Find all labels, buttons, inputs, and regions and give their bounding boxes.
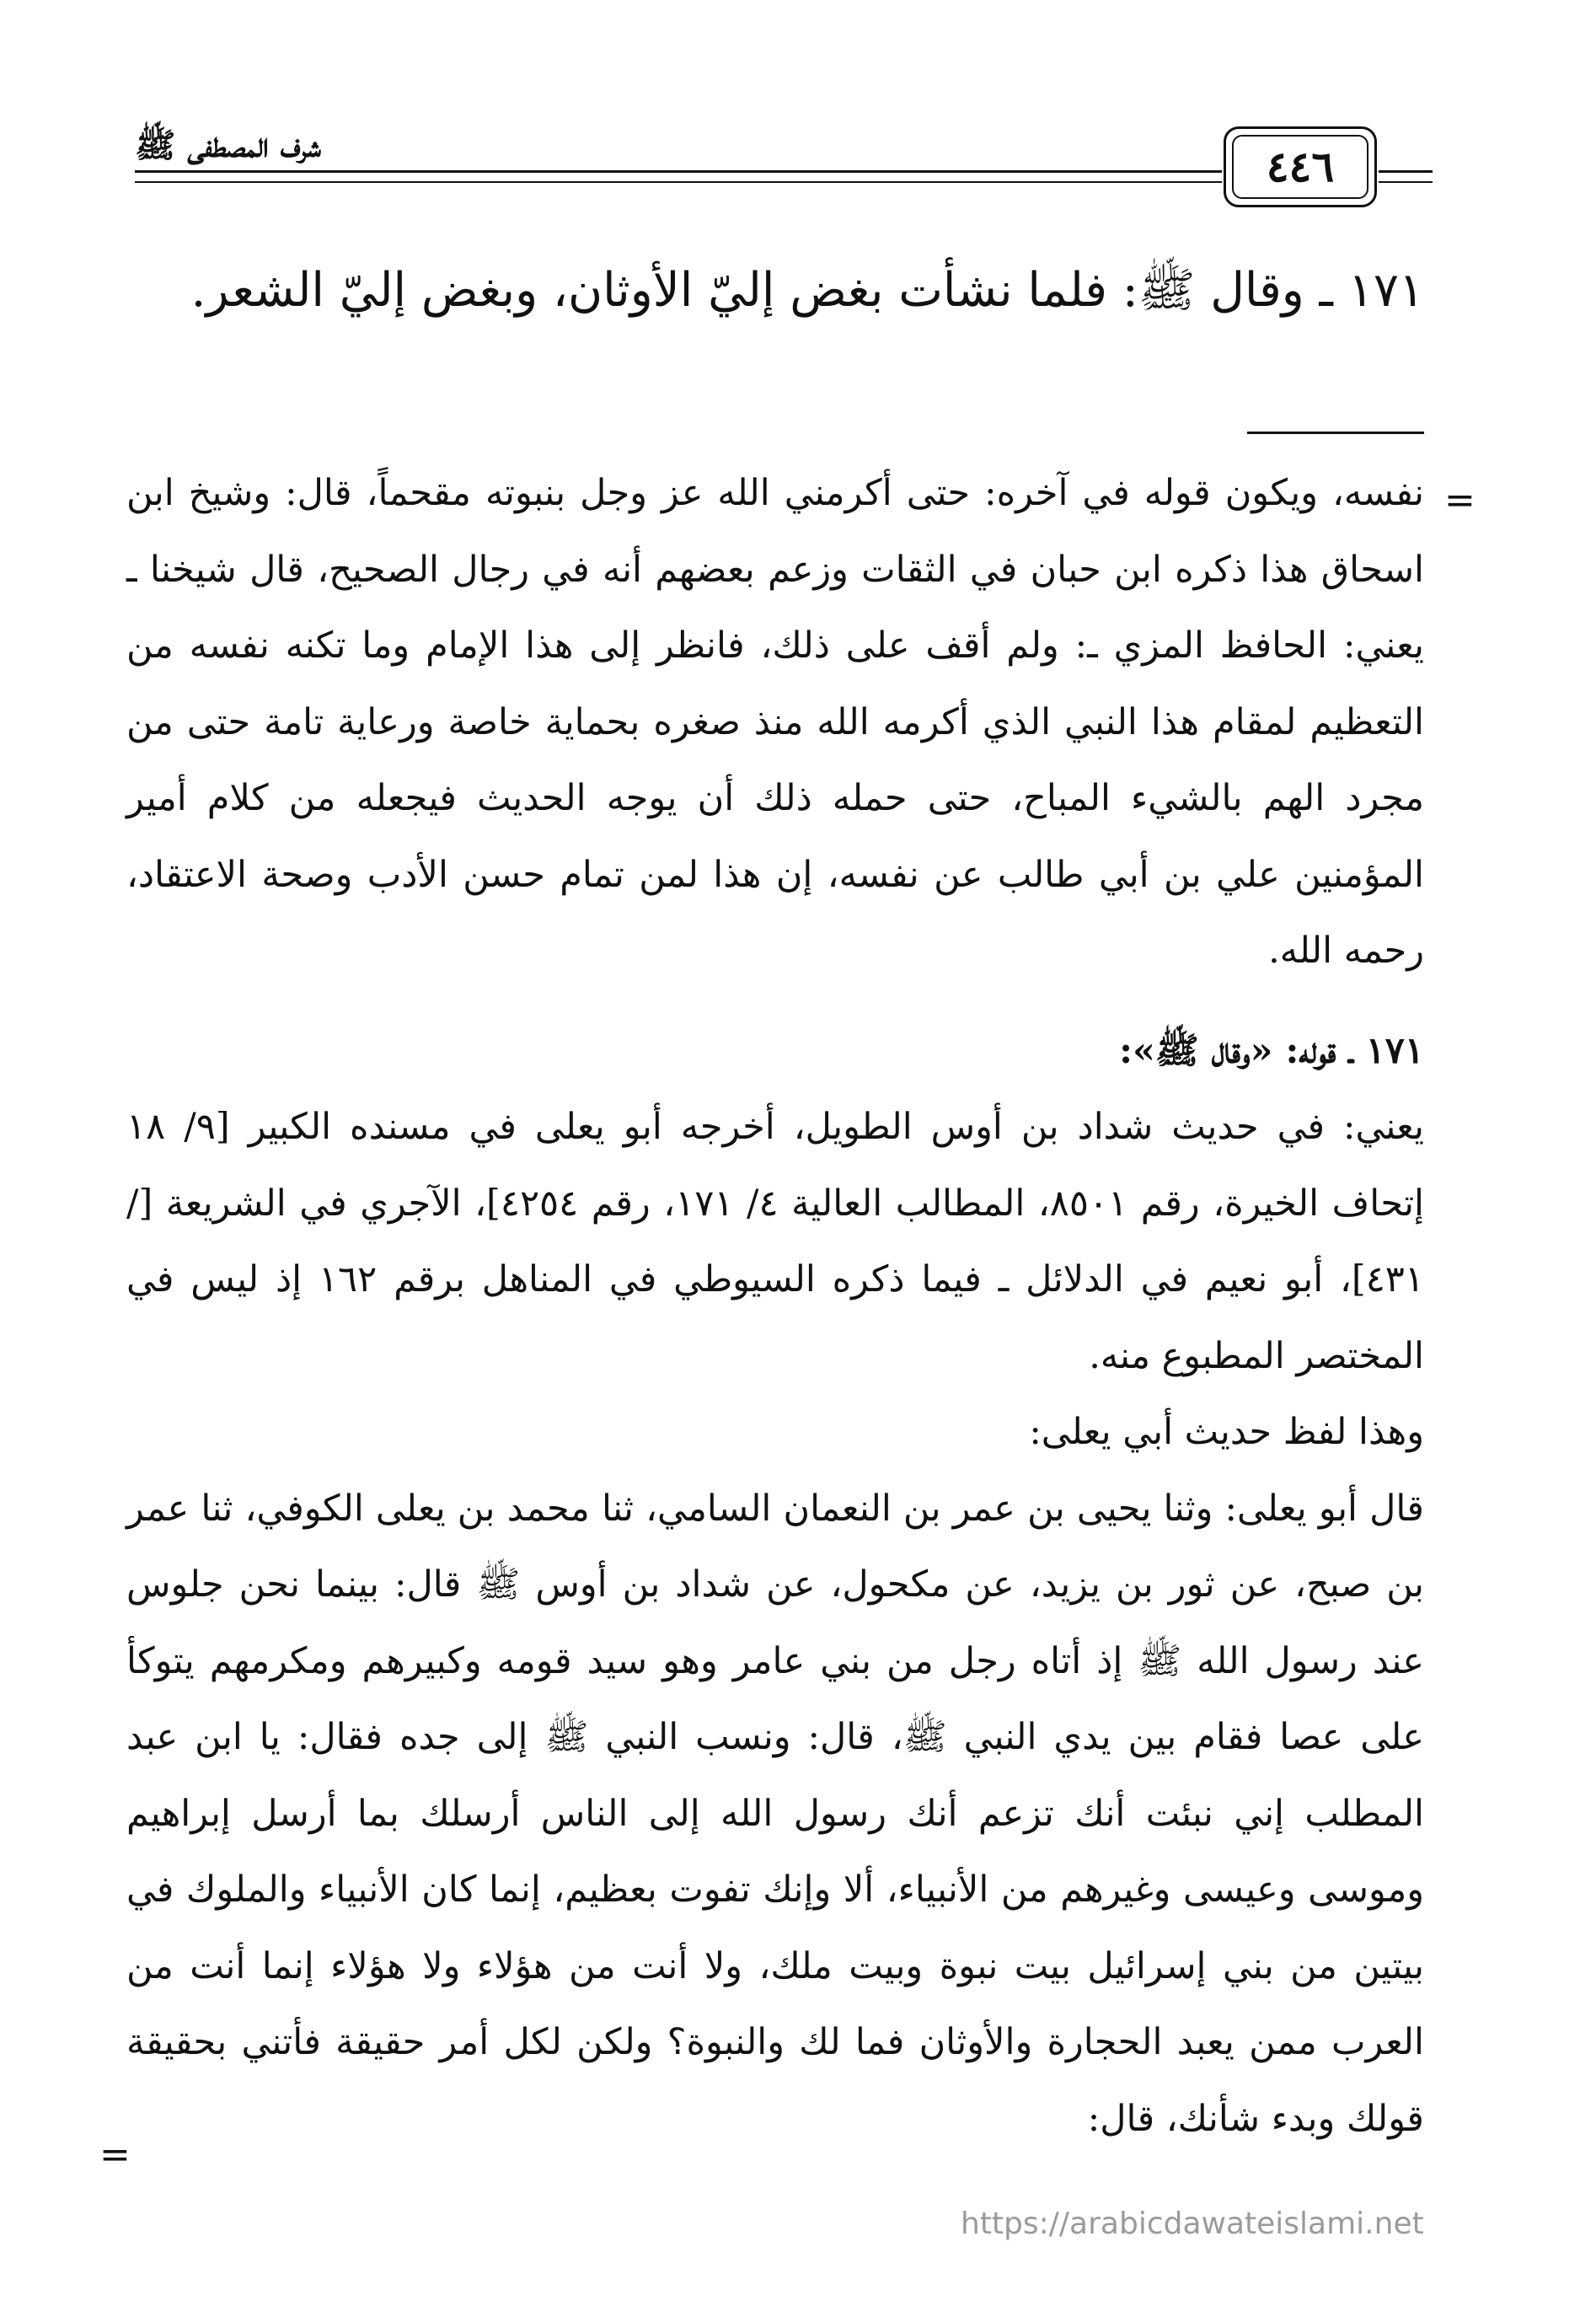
page-number-frame (1224, 126, 1377, 207)
page-number: ٤٤٦ (1232, 135, 1368, 199)
watermark-url: https://arabicdawateislami.net (961, 2207, 1424, 2241)
commentary-section (126, 455, 1424, 2157)
intro-line: وهذا لفظ حديث أبي يعلى: (1029, 1411, 1424, 1453)
continuation-marker-top: = (1444, 479, 1475, 522)
quote-paragraph: قال أبو يعلى: وثنا يحيى بن عمر بن النعمان السامي، ثنا محمد بن يعلى الكوفي، ثنا عمر بن صبح، عن ثور بن يزيد، عن مكحول، عن شداد بن أوس ﷺ قال: بينما نحن جلوس عند رسول الله ﷺ إذ أتاه رجل من بني عامر وهو سيد قومه وكبيرهم ومكرمهم يتوكأ على عصا فقام بين يدي النبي ﷺ، قال: ونسب النبي ﷺ إلى جده فقال: يا ابن عبد المطلب إني نبئت أنك تزعم أنك رسول الله إلى الناس أرسلك بما أرسل إبراهيم وموسى وعيسى وغيرهم من الأنبياء، ألا وإنك تفوت بعظيم، إنما كان الأنبياء والملوك في بيتين من بني إسرائيل بيت نبوة وبيت ملك، ولا أنت من هؤلاء ولا هؤلاء إنما أنت من العرب ممن يعبد الحجارة والأوثان فما لك والنبوة؟ ولكن لكل أمر حقيقة فأتني بحقيقة قولك وبدء شأنك، قال: (126, 1487, 1424, 2140)
continuation-marker-bottom: = (99, 2133, 131, 2176)
header-rule-left (135, 170, 1222, 183)
note-heading: ١٧١ ـ قوله: «وقال ﷺ»: (1119, 1029, 1424, 1072)
running-title: شرف المصطفى ﷺ (135, 126, 321, 165)
header-rule-right (1379, 170, 1433, 183)
page-header (135, 118, 1433, 194)
note-paragraph: يعني: في حديث شداد بن أوس الطويل، أخرجه أبو يعلى في مسنده الكبير [٩/ ١٨ إتحاف الخيرة، رقم ٨٥٠١، المطالب العالية ٤/ ١٧١، رقم ٤٢٥٤]، الآجري في الشريعة [/ ٤٣١]، أبو نعيم في الدلائل ـ فيما ذكره السيوطي في المناهل برقم ١٦٢ إذ ليس في المختصر المطبوع منه. (126, 1106, 1425, 1377)
separator-rule (1247, 432, 1424, 434)
continuation-paragraph: نفسه، ويكون قوله في آخره: حتى أكرمني الله عز وجل بنبوته مقحماً، قال: وشيخ ابن اسحاق هذا ذكره ابن حبان في الثقات وزعم بعضهم أنه في رجال الصحيح، قال شيخنا ـ يعني: الحافظ المزي ـ: ولم أقف على ذلك، فانظر إلى هذا الإمام وما تكنه نفسه من التعظيم لمقام هذا النبي الذي أكرمه الله منذ صغره بحماية خاصة ورعاية تامة حتى من مجرد الهم بالشيء المباح، حتى حمله ذلك أن يوجه الحديث فيجعله من كلام أمير المؤمنين علي بن أبي طالب عن نفسه، إن هذا لمن تمام حسن الأدب وصحة الاعتقاد، رحمه الله. (126, 472, 1424, 972)
hadith-text: ١٧١ ـ وقال ﷺ: فلما نشأت بغض إليّ الأوثان، وبغض إليّ الشعر. (190, 263, 1424, 318)
